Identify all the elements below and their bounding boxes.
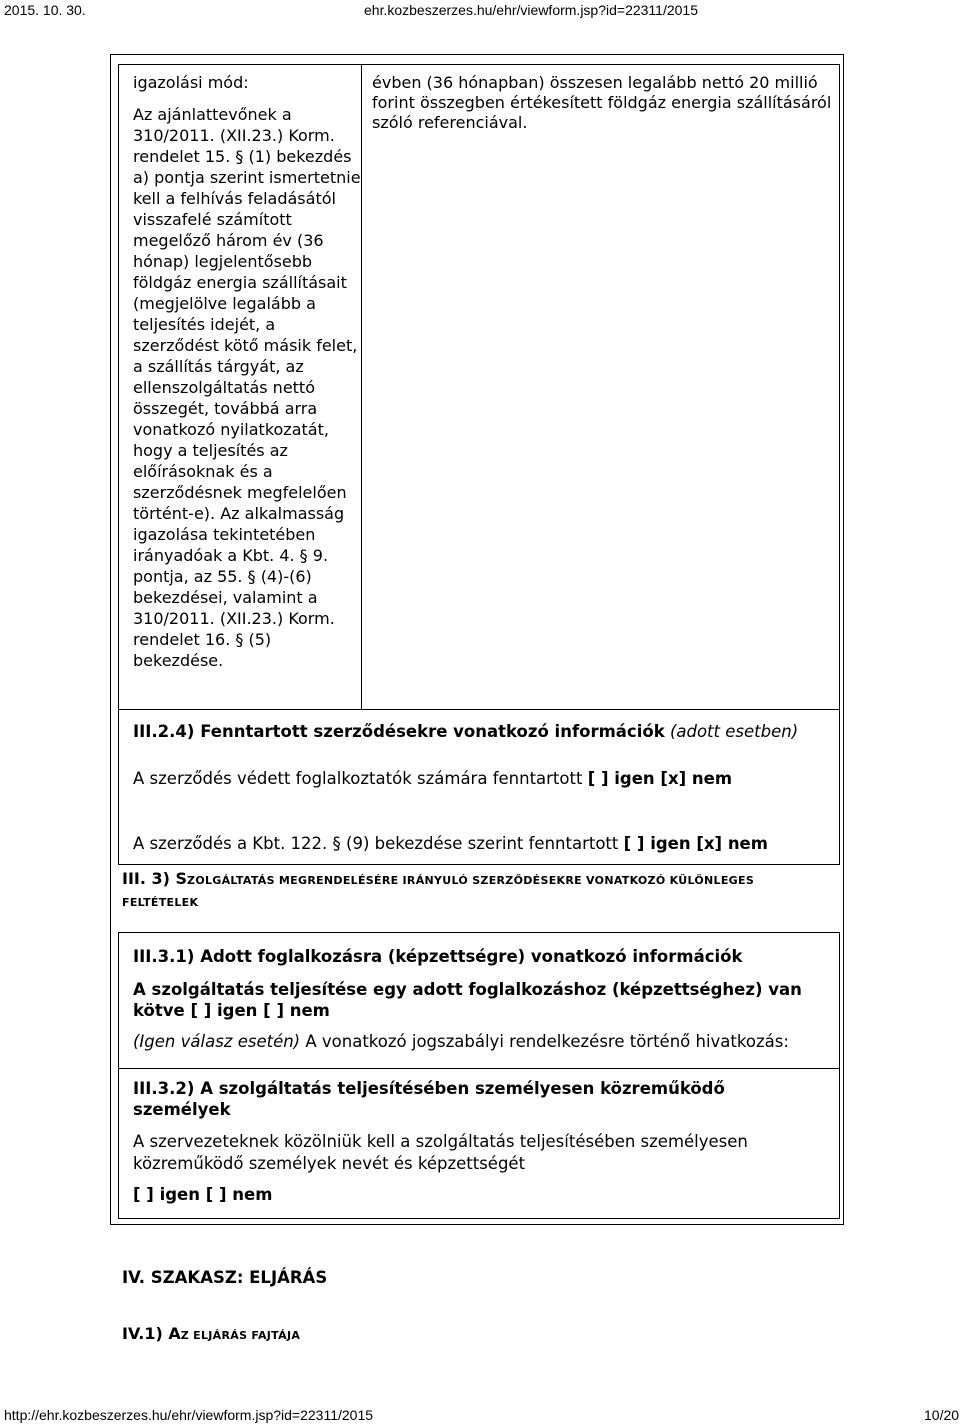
section-title-iv: IV. SZAKASZ: ELJÁRÁS <box>122 1268 328 1287</box>
reserved-kbt-line: A szerződés a Kbt. 122. § (9) bekezdése szerint fenntartott [ ] igen [x] nem <box>133 834 768 853</box>
reserved-kbt-choice: [ ] igen [x] nem <box>623 834 768 853</box>
print-url-header: ehr.kozbeszerzes.hu/ehr/viewform.jsp?id=22311/2015 <box>364 2 698 18</box>
section-heading-iv-1: IV.1) AZ ELJÁRÁS FAJTÁJA <box>122 1324 301 1343</box>
occupation-note: (Igen válasz esetén) A vonatkozó jogszabályi rendelkezésre történő hivatkozás: <box>133 1032 789 1051</box>
print-url-footer: http://ehr.kozbeszerzes.hu/ehr/viewform.jsp?id=22311/2015 <box>4 1407 374 1423</box>
section-heading-iii-3-2: III.3.2) A szolgáltatás teljesítésében személyesen közreműködő <box>133 1079 725 1098</box>
requirement-text: évben (36 hónapban) összesen legalább nettó 20 millió forint összegben értékesített földgáz energia szállításáról szóló referenciával. <box>372 73 832 132</box>
reserved-sheltered-line: A szerződés védett foglalkoztatók számára fenntartott [ ] igen [x] nem <box>133 769 733 788</box>
personnel-text-line1: A szervezeteknek közölniük kell a szolgáltatás teljesítésében személyesen <box>133 1132 748 1151</box>
section-heading-iii-3-2-cont: személyek <box>133 1100 231 1119</box>
occupation-question-line1: A szolgáltatás teljesítése egy adott foglalkozáshoz (képzettséghez) van <box>133 980 802 999</box>
verification-method-text: Az ajánlattevőnek a 310/2011. (XII.23.) Korm. rendelet 15. § (1) bekezdés a) pontja szerint ismertetnie kell a felhívás feladásától visszafelé számított megelőző három év (36 hónap) legjelentősebb földgáz energia szállításait (megjelölve legalább a teljesítés idejét, a szerződést kötő másik felet, a szállítás tárgyát, az ellenszolgáltatás nettó összegét, továbbá arra vonatkozó nyilatkozatát, hogy a teljesítés az előírásoknak és a szerződésnek megfelelően történt-e). Az alkalmasság igazolása tekintetében irányadóak a Kbt. 4. § 9. pontja, az 55. § (4)-(6) bekezdései, valamint a 310/2011. (XII.23.) Korm. rendelet 16. § (5) bekezdése. <box>133 105 361 670</box>
section-heading-iii-3-cont: FELTÉTELEK <box>122 896 199 909</box>
section-heading-iii-2-4: III.2.4) Fenntartott szerződésekre vonatkozó információk (adott esetben) <box>133 722 799 741</box>
occupation-question-line2: kötve [ ] igen [ ] nem <box>133 1001 330 1020</box>
reserved-sheltered-choice: [ ] igen [x] nem <box>587 769 733 788</box>
page-number: 10/20 <box>924 1407 960 1423</box>
print-date: 2015. 10. 30. <box>4 2 86 18</box>
section-heading-iii-3-1: III.3.1) Adott foglalkozásra (képzettségre) vonatkozó információk <box>133 947 743 966</box>
personnel-choice: [ ] igen [ ] nem <box>133 1185 273 1204</box>
verification-method-label: igazolási mód: <box>133 73 249 92</box>
personnel-text-line2: közreműködő személyek nevét és képzettségét <box>133 1154 526 1173</box>
table-cell-right <box>361 64 840 710</box>
section-heading-iii-3: III. 3) SZOLGÁLTATÁS MEGRENDELÉSÉRE IRÁNYULÓ SZERZŐDÉSEKRE VONATKOZÓ KÜLÖNLEGES <box>122 869 755 888</box>
verification-method-cell <box>133 72 363 671</box>
